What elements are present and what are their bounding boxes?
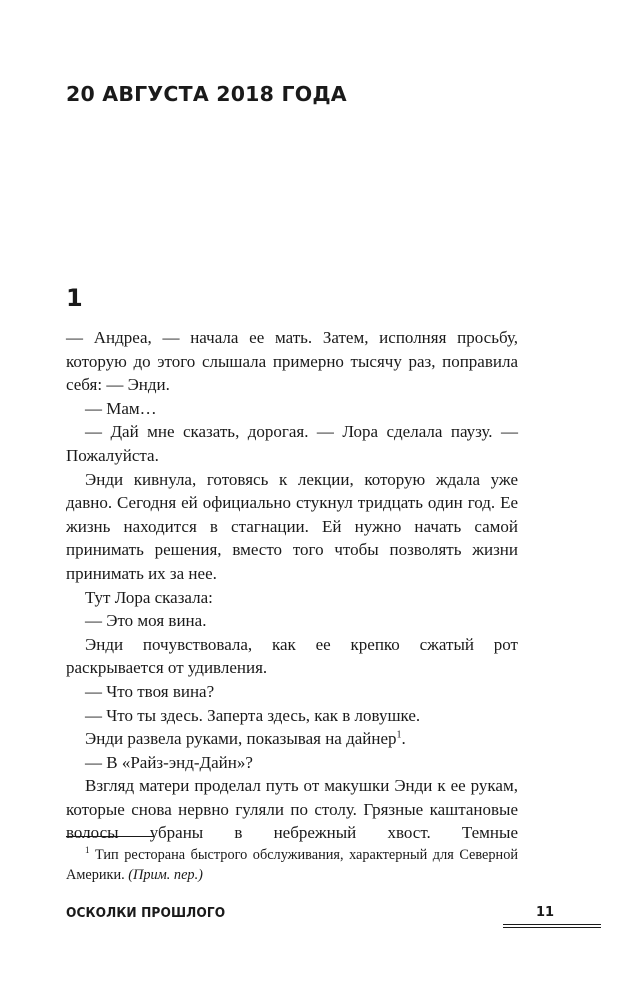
chapter-body <box>66 326 518 845</box>
paragraph: — Мам… <box>85 398 157 418</box>
paragraph-punctuation: . <box>401 729 406 749</box>
running-title: ОСКОЛКИ ПРОШЛОГО <box>66 906 226 921</box>
paragraph: — Что ты здесь. Заперта здесь, как в ловушке. <box>85 705 421 725</box>
paragraph <box>66 727 518 751</box>
page-number: 11 <box>536 905 555 920</box>
paragraph: — Это моя вина. <box>85 611 207 631</box>
paragraph: — Что твоя вина? <box>85 681 215 701</box>
paragraph: — Андреа, — начала ее мать. Затем, исполняя просьбу, которую до этого слышала примерно тысячу раз, поправила себя: — Энди. <box>66 328 518 395</box>
paragraph: — В «Райз-энд-Дайн»? <box>85 752 253 772</box>
footnote-divider <box>66 836 154 837</box>
translator-note: (Прим. пер.) <box>128 866 203 883</box>
chapter-number: 1 <box>66 284 83 312</box>
paragraph-text: Энди развела руками, показывая на дайнер <box>85 729 397 749</box>
paragraph: Энди почувствовала, как ее крепко сжатый рот раскрывается от удивления. <box>66 634 518 678</box>
page-number-rule <box>503 927 601 928</box>
footnote-reference: 1 <box>396 729 402 741</box>
footnote-marker: 1 <box>85 845 90 856</box>
date-heading: 20 АВГУСТА 2018 ГОДА <box>66 82 347 106</box>
paragraph: Взгляд матери проделал путь от макушки Энди к ее рукам, которые снова нервно гуляли по столу. Грязные каштановые волосы убраны в небрежный хвост. Темные <box>66 776 518 843</box>
paragraph: Энди кивнула, готовясь к лекции, которую ждала уже давно. Сегодня ей официально стукнул тридцать один год. Ее жизнь находится в стагнации. Ей нужно начать самой принимать решения, вместо того чтобы позволять жизни принимать их за нее. <box>66 469 518 583</box>
paragraph: Тут Лора сказала: <box>85 587 213 607</box>
footnote-text: Тип ресторана быстрого обслуживания, характерный для Северной Америки. <box>66 847 518 883</box>
paragraph: — Дай мне сказать, дорогая. — Лора сделала паузу. — Пожалуйста. <box>66 422 518 465</box>
page-number-rule <box>503 924 601 925</box>
footnote <box>66 846 518 885</box>
